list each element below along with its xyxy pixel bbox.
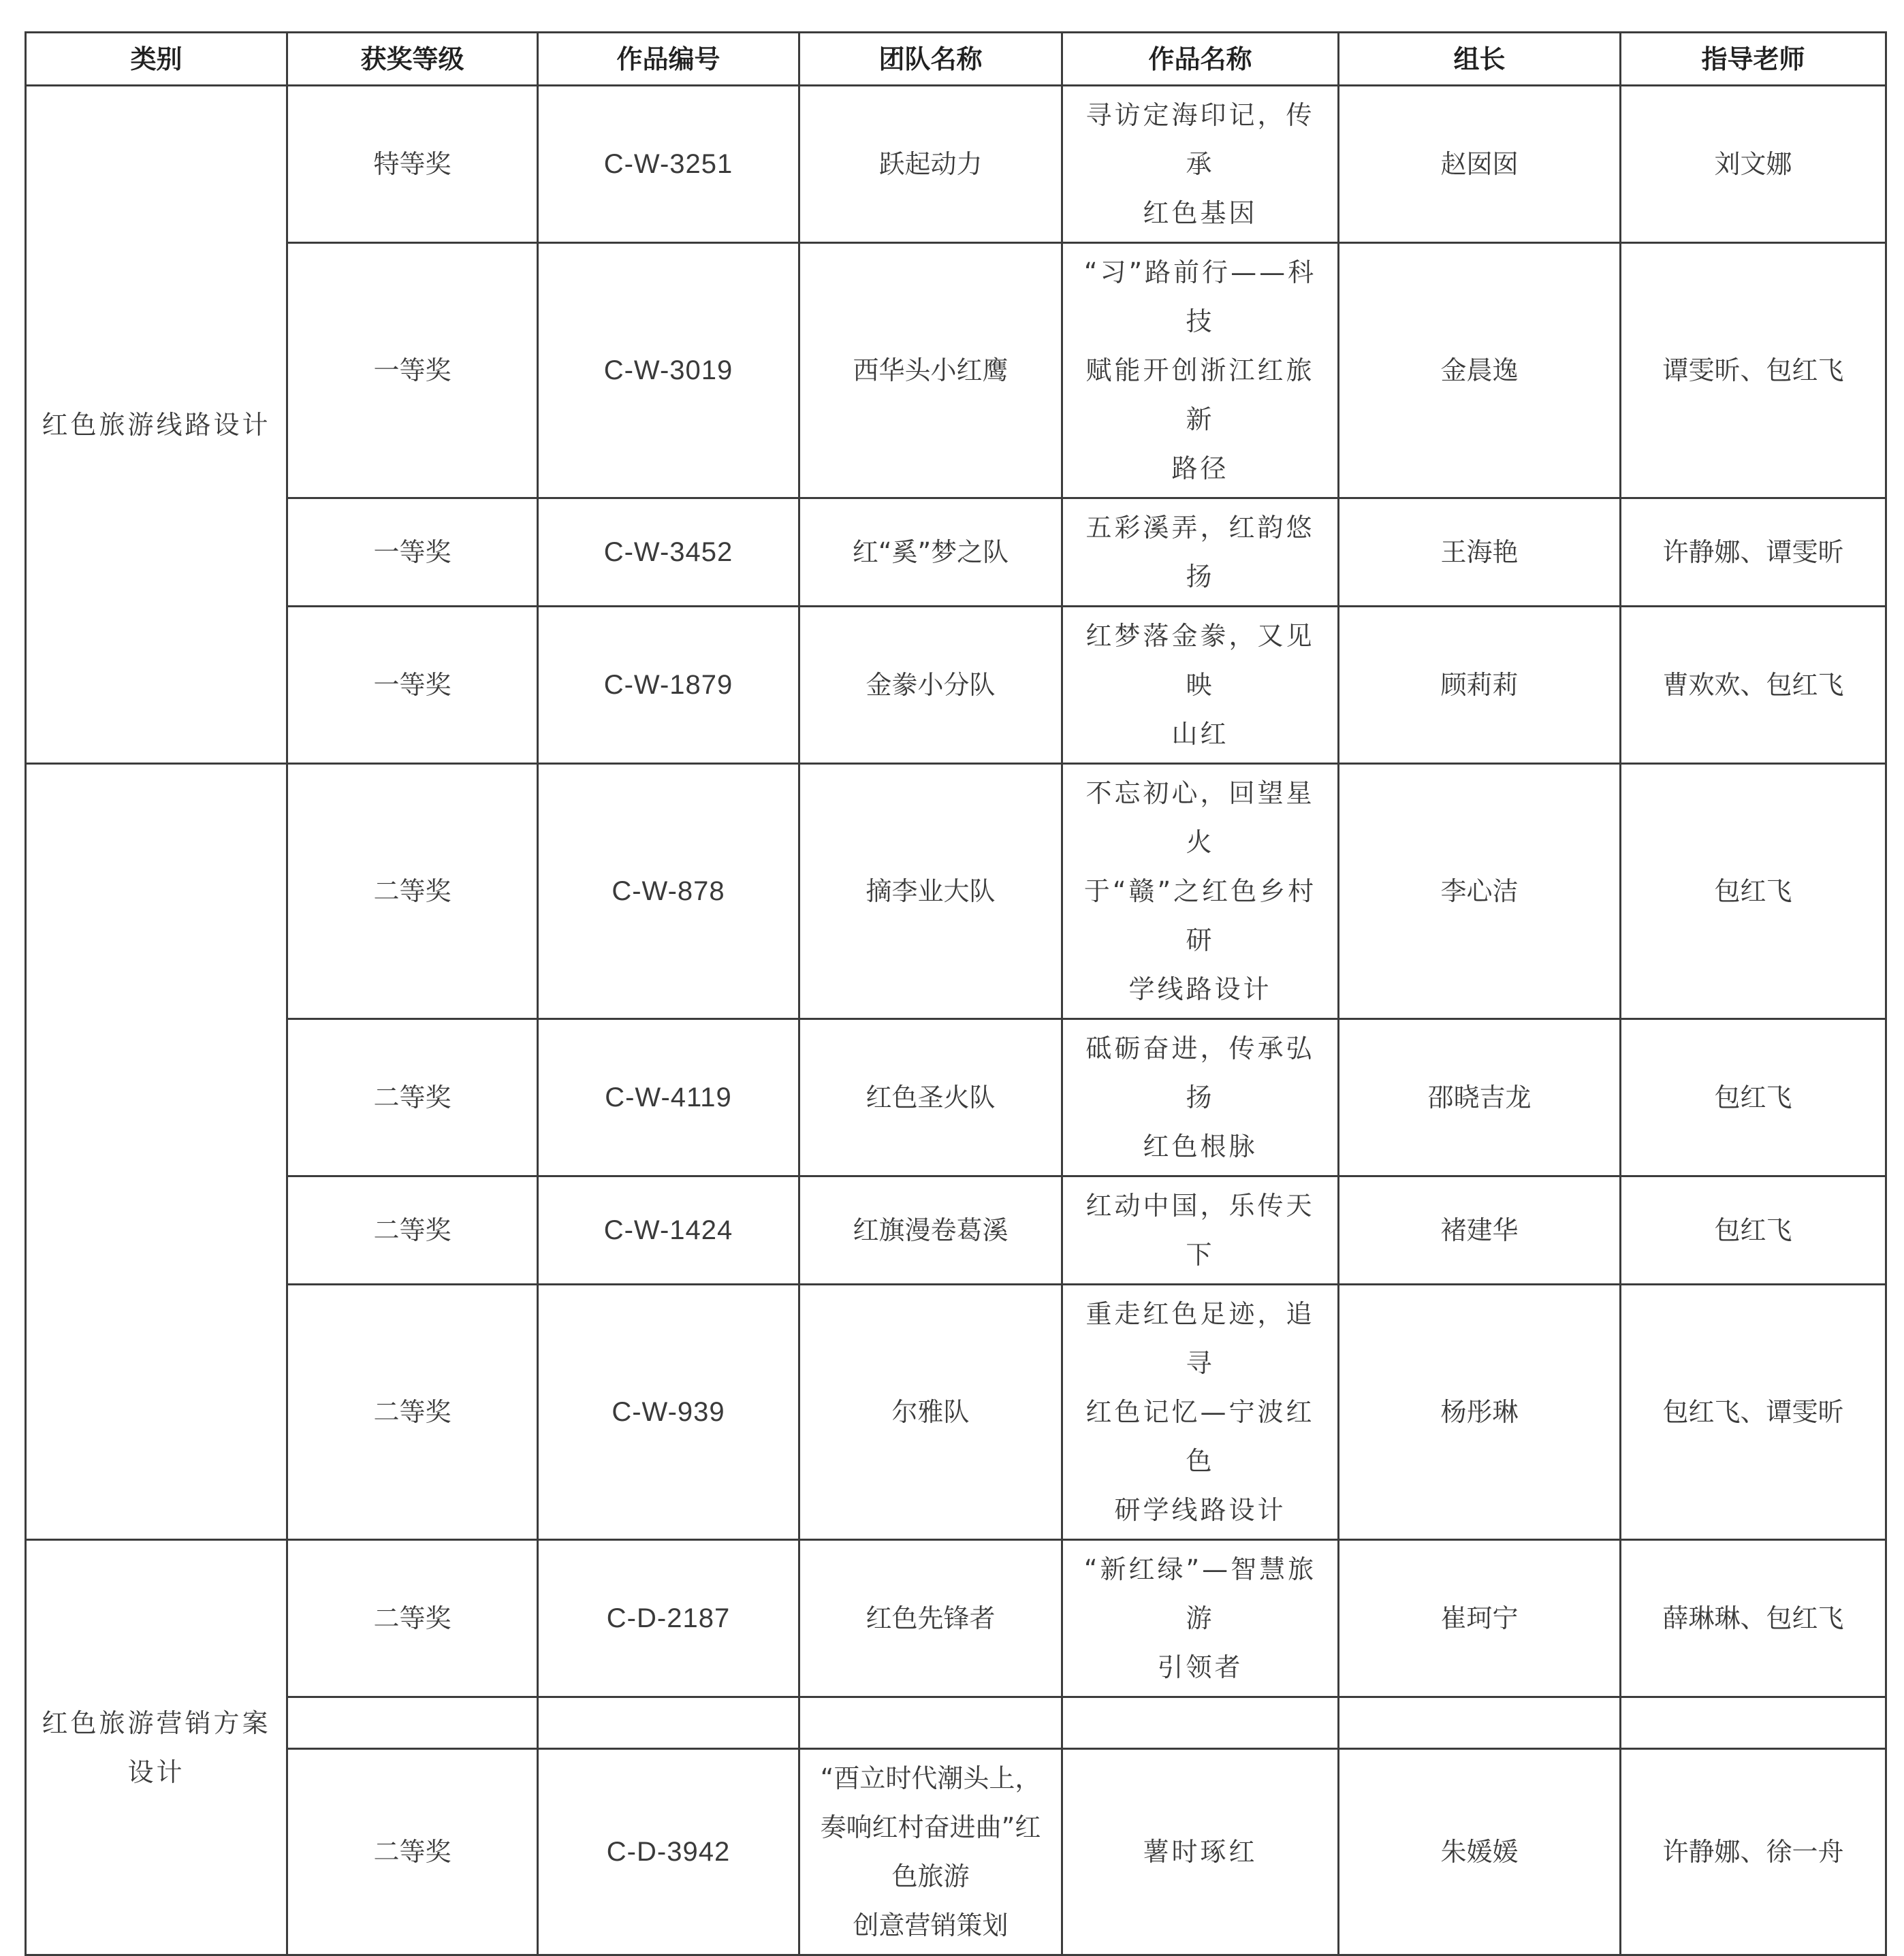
work-name-cell <box>1062 764 1339 1019</box>
work-code-cell <box>538 1697 799 1749</box>
category-line: 设计 <box>127 1757 185 1787</box>
leader-cell: 褚建华 <box>1339 1176 1621 1285</box>
header-category: 类别 <box>26 33 287 86</box>
award-table <box>25 31 1887 1956</box>
work-name-line: 于“赣”之红色乡村研 <box>1083 876 1317 955</box>
team-name-line: 红色先锋者 <box>866 1603 996 1633</box>
work-code-cell: C-W-1879 <box>538 607 799 764</box>
award-level-cell <box>287 1697 538 1749</box>
header-row <box>26 33 1886 86</box>
work-name-line: 寻访定海印记，传承 <box>1085 100 1315 179</box>
work-name-line: 砥砺奋进，传承弘扬 <box>1085 1033 1315 1112</box>
work-name-line: 重走红色足迹，追寻 <box>1085 1299 1315 1378</box>
work-name-line: 不忘初心，回望星火 <box>1085 778 1315 857</box>
work-code-cell: C-W-4119 <box>538 1019 799 1176</box>
header-team-name: 团队名称 <box>799 33 1062 86</box>
table-row <box>26 1285 1886 1540</box>
team-name-line: 摘李业大队 <box>866 876 996 906</box>
work-name-line: “新红绿”—智慧旅游 <box>1083 1554 1317 1633</box>
advisor-cell: 包红飞 <box>1621 1019 1886 1176</box>
team-name-line: 奏响红村奋进曲”红 <box>820 1812 1041 1842</box>
award-level-cell: 二等奖 <box>287 1019 538 1176</box>
work-name-line: 红梦落金豢，又见映 <box>1085 621 1315 700</box>
award-level-cell: 二等奖 <box>287 1749 538 1955</box>
work-name-cell <box>1062 243 1339 498</box>
header-award-level: 获奖等级 <box>287 33 538 86</box>
work-name-line: 引领者 <box>1157 1652 1243 1682</box>
work-name-cell <box>1062 1285 1339 1540</box>
leader-cell: 金晨逸 <box>1339 243 1621 498</box>
work-name-cell <box>1062 1749 1339 1955</box>
award-level-cell: 二等奖 <box>287 1176 538 1285</box>
category-cell-blank <box>26 764 287 1540</box>
table-row <box>26 1019 1886 1176</box>
team-name-cell <box>799 1749 1062 1955</box>
team-name-line: 色旅游 <box>891 1861 970 1891</box>
advisor-cell: 薛琳琳、包红飞 <box>1621 1540 1886 1697</box>
team-name-cell <box>799 607 1062 764</box>
table-row-empty <box>26 1697 1886 1749</box>
work-code-cell: C-W-878 <box>538 764 799 1019</box>
advisor-cell <box>1621 1697 1886 1749</box>
table-row <box>26 243 1886 498</box>
work-name-line: 山红 <box>1171 719 1229 749</box>
work-name-line: 研学线路设计 <box>1114 1495 1286 1525</box>
work-code-cell: C-D-2187 <box>538 1540 799 1697</box>
header-advisor: 指导老师 <box>1621 33 1886 86</box>
award-level-cell: 一等奖 <box>287 498 538 607</box>
work-code-cell: C-W-3251 <box>538 86 799 243</box>
work-name-cell <box>1062 1019 1339 1176</box>
work-name-cell <box>1062 1176 1339 1285</box>
team-name-line: 红“奚”梦之队 <box>852 537 1009 567</box>
advisor-cell: 刘文娜 <box>1621 86 1886 243</box>
category-line: 红色旅游营销方案 <box>42 1708 271 1738</box>
table-row <box>26 764 1886 1019</box>
category-cell <box>26 1540 287 1955</box>
work-name-cell <box>1062 1697 1339 1749</box>
advisor-cell: 包红飞、谭雯昕 <box>1621 1285 1886 1540</box>
team-name-cell <box>799 764 1062 1019</box>
award-level-cell: 二等奖 <box>287 1540 538 1697</box>
work-name-cell <box>1062 498 1339 607</box>
award-level-cell: 二等奖 <box>287 1285 538 1540</box>
work-name-line: 路径 <box>1171 453 1229 483</box>
table-row <box>26 1176 1886 1285</box>
award-level-cell: 特等奖 <box>287 86 538 243</box>
work-code-cell: C-W-1424 <box>538 1176 799 1285</box>
team-name-cell <box>799 243 1062 498</box>
work-name-line: 红色根脉 <box>1143 1132 1258 1161</box>
advisor-cell: 许静娜、谭雯昕 <box>1621 498 1886 607</box>
work-name-line: 五彩溪弄，红韵悠扬 <box>1085 513 1315 592</box>
team-name-line: 跃起动力 <box>878 149 983 179</box>
advisor-cell: 谭雯昕、包红飞 <box>1621 243 1886 498</box>
work-name-line: 学线路设计 <box>1128 974 1272 1004</box>
advisor-cell: 包红飞 <box>1621 1176 1886 1285</box>
category-cell: 红色旅游线路设计 <box>26 86 287 764</box>
leader-cell: 赵囡囡 <box>1339 86 1621 243</box>
team-name-cell <box>799 1540 1062 1697</box>
leader-cell: 朱媛媛 <box>1339 1749 1621 1955</box>
team-name-line: “酉立时代潮头上， <box>820 1763 1041 1793</box>
award-level-cell: 一等奖 <box>287 607 538 764</box>
header-leader: 组长 <box>1339 33 1621 86</box>
table-row <box>26 86 1886 243</box>
team-name-cell <box>799 498 1062 607</box>
leader-cell: 顾莉莉 <box>1339 607 1621 764</box>
header-work-code: 作品编号 <box>538 33 799 86</box>
work-name-line: 赋能开创浙江红旅新 <box>1085 355 1315 434</box>
leader-cell: 崔珂宁 <box>1339 1540 1621 1697</box>
work-name-line: 薯时琢红 <box>1143 1837 1258 1867</box>
advisor-cell: 曹欢欢、包红飞 <box>1621 607 1886 764</box>
advisor-cell: 包红飞 <box>1621 764 1886 1019</box>
leader-cell: 杨彤琳 <box>1339 1285 1621 1540</box>
table-row <box>26 607 1886 764</box>
table-row <box>26 1540 1886 1697</box>
leader-cell: 王海艳 <box>1339 498 1621 607</box>
team-name-line: 西华头小红鹰 <box>853 355 1009 385</box>
work-code-cell: C-D-3942 <box>538 1749 799 1955</box>
work-name-line: 红动中国，乐传天下 <box>1085 1191 1315 1270</box>
team-name-cell <box>799 1019 1062 1176</box>
work-name-cell <box>1062 607 1339 764</box>
leader-cell: 邵晓吉龙 <box>1339 1019 1621 1176</box>
work-name-line: 红色基因 <box>1143 198 1258 228</box>
leader-cell <box>1339 1697 1621 1749</box>
award-level-cell: 一等奖 <box>287 243 538 498</box>
work-code-cell: C-W-939 <box>538 1285 799 1540</box>
work-code-cell: C-W-3019 <box>538 243 799 498</box>
team-name-cell <box>799 1176 1062 1285</box>
team-name-line: 金豢小分队 <box>866 670 996 700</box>
team-name-line: 红旗漫卷葛溪 <box>853 1215 1009 1245</box>
leader-cell: 李心洁 <box>1339 764 1621 1019</box>
team-name-cell <box>799 1285 1062 1540</box>
team-name-line: 红色圣火队 <box>866 1083 996 1112</box>
work-code-cell: C-W-3452 <box>538 498 799 607</box>
team-name-line: 尔雅队 <box>891 1397 970 1427</box>
team-name-cell <box>799 1697 1062 1749</box>
advisor-cell: 许静娜、徐一舟 <box>1621 1749 1886 1955</box>
work-name-line: 红色记忆—宁波红色 <box>1085 1397 1315 1476</box>
work-name-line: “习”路前行——科技 <box>1083 257 1317 336</box>
table-row <box>26 498 1886 607</box>
team-name-line: 创意营销策划 <box>853 1910 1009 1940</box>
work-name-cell <box>1062 86 1339 243</box>
award-level-cell: 二等奖 <box>287 764 538 1019</box>
team-name-cell <box>799 86 1062 243</box>
work-name-cell <box>1062 1540 1339 1697</box>
table-row <box>26 1749 1886 1955</box>
header-work-name: 作品名称 <box>1062 33 1339 86</box>
